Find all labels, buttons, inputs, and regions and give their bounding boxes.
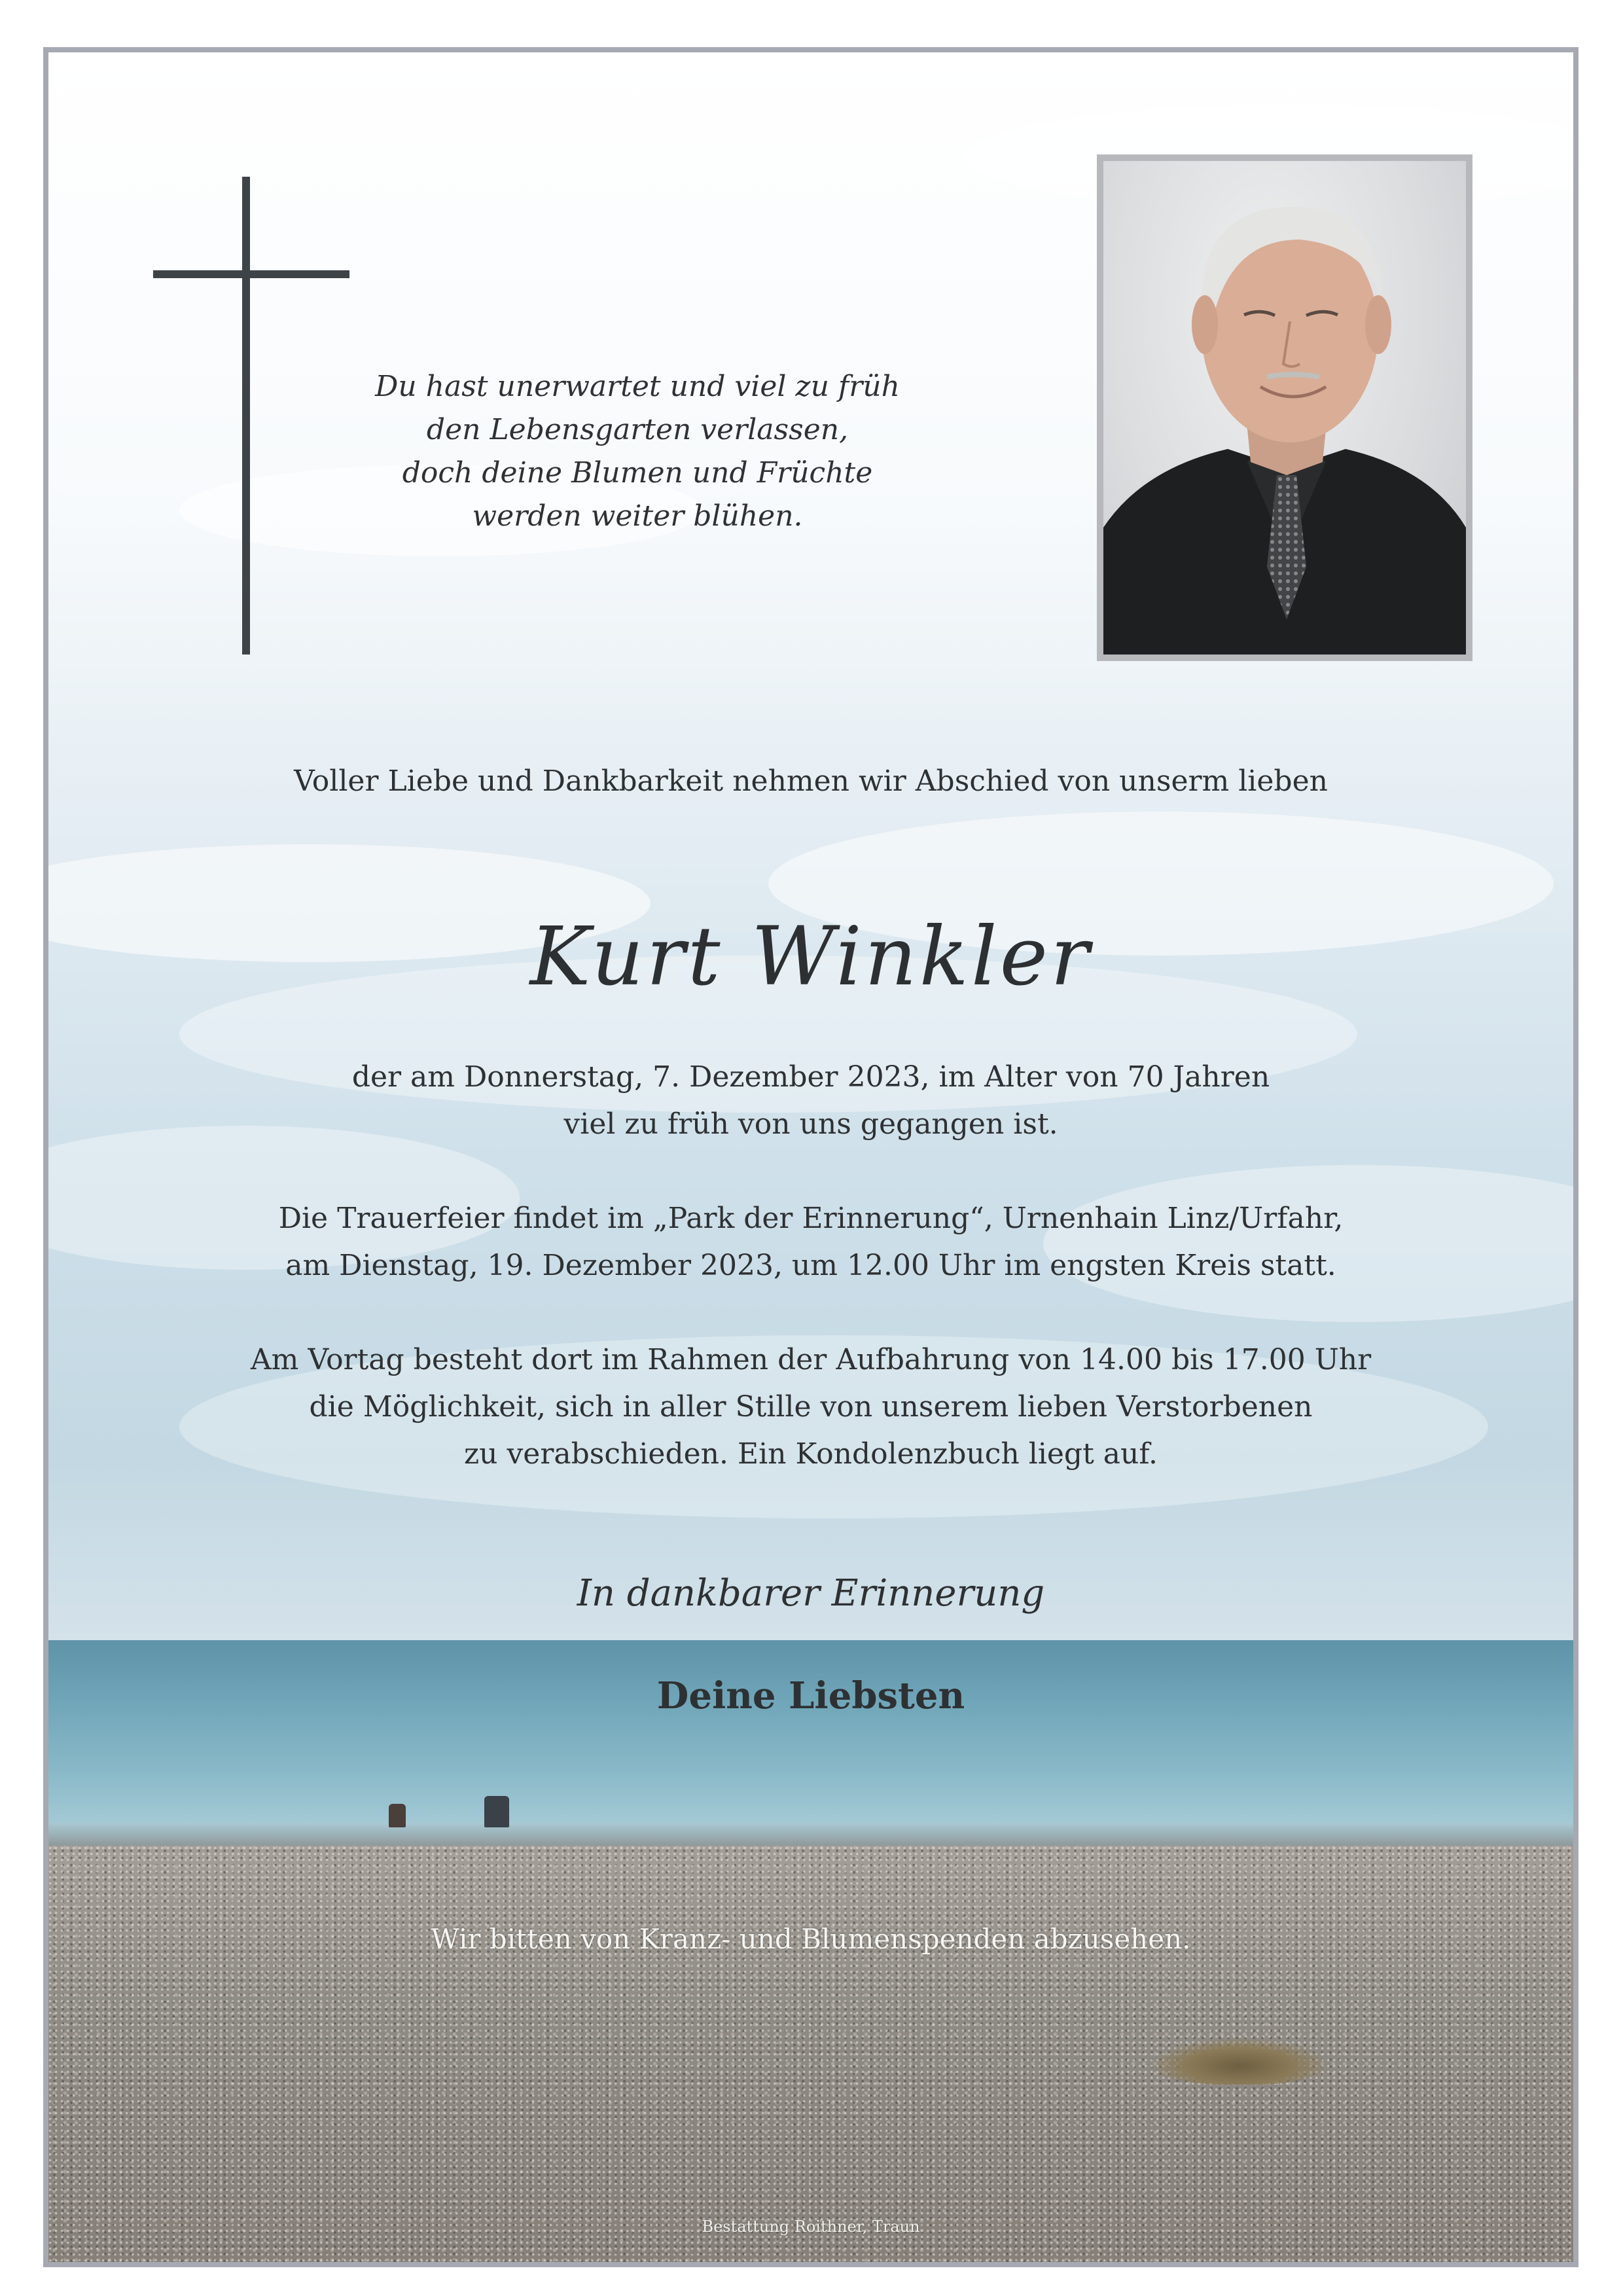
paragraph-line: Die Trauerfeier findet im „Park der Erinnerung“, Urnenhain Linz/Urfahr, [278,1202,1344,1235]
funeral-home-credit: Bestattung Roithner, Traun [702,2217,920,2236]
signature: Deine Liebsten [656,1674,965,1717]
paragraph-line: zu verabschieden. Ein Kondolenzbuch liegt auf. [463,1437,1158,1471]
portrait-frame [1097,154,1472,661]
paragraph-line: Am Vortag besteht dort im Rahmen der Aufbahrung von 14.00 bis 17.00 Uhr [250,1343,1372,1376]
closing-phrase: In dankbarer Erinnerung [577,1572,1045,1615]
beach-person-2 [484,1796,509,1827]
portrait-photo [1103,161,1466,655]
quote-line: den Lebensgarten verlassen, [426,413,849,446]
death-notice-paragraph [48,1054,1573,1148]
deceased-name: Kurt Winkler [529,910,1092,1004]
obituary-card [43,47,1578,2267]
cross-icon [153,177,349,655]
beach-shrub [1154,2039,1325,2085]
paragraph-line: am Dienstag, 19. Dezember 2023, um 12.00 Uhr im engsten Kreis statt. [285,1249,1336,1282]
intro-text: Voller Liebe und Dankbarkeit nehmen wir Abschied von unserm lieben [294,764,1328,798]
sea-background [48,1640,1573,1837]
paragraph-line: der am Donnerstag, 7. Dezember 2023, im Alter von 70 Jahren [351,1060,1270,1094]
funeral-details-paragraph [48,1195,1573,1289]
donation-request: Wir bitten von Kranz- und Blumenspenden abzusehen. [431,1923,1191,1955]
shoreline [48,1823,1573,1849]
quote-line: werden weiter blühen. [472,499,803,533]
quote-line: doch deine Blumen und Früchte [402,456,873,490]
beach-person-1 [389,1804,406,1827]
paragraph-line: viel zu früh von uns gegangen ist. [563,1107,1058,1141]
quote-line: Du hast unerwartet und viel zu früh [375,370,900,403]
viewing-details-paragraph [48,1336,1573,1478]
pebble-beach-background [48,1846,1573,2267]
memorial-quote [330,365,945,538]
paragraph-line: die Möglichkeit, sich in aller Stille von unserem lieben Verstorbenen [309,1390,1313,1424]
